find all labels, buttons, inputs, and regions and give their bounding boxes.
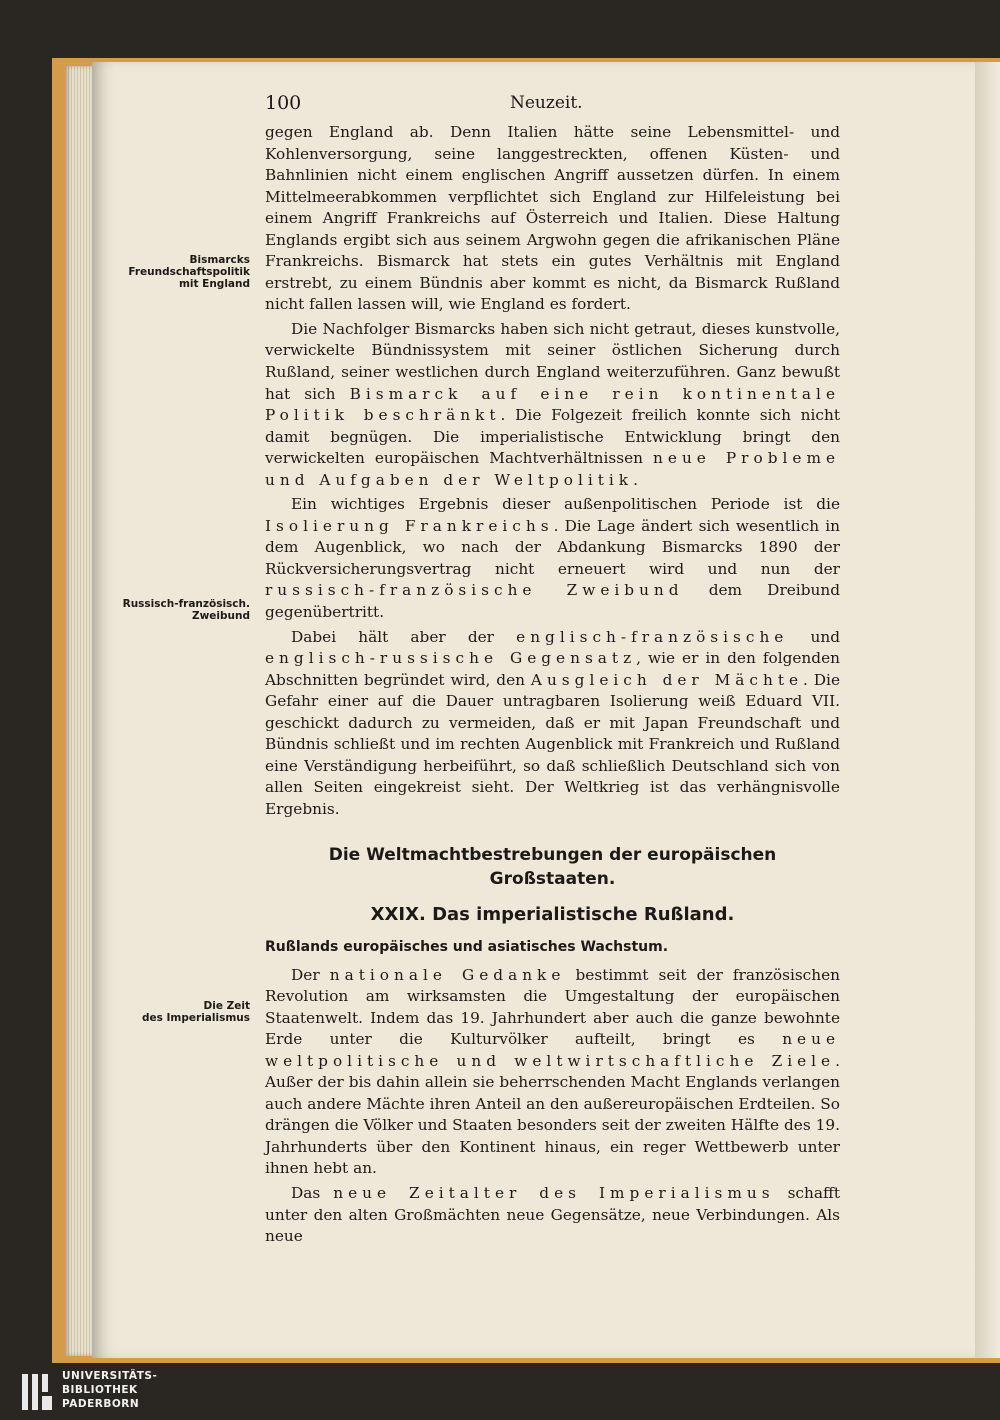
paragraph: Dabei hält aber der englisch-französische und englisch-russische Gegensatz, wie er in den folgenden Abschnitten begründet wird, den Ausgleich der Mächte. Die Gefahr einer auf die Dauer untragbaren Isolierung weiß Eduard VII. geschickt dadurch zu vermeiden, daß er mit Japan Freundschaft und Bündnis schließt und im rechten Augenblick mit Frankreich und Rußland eine Verständigung herbeiführt, so daß schließlich Deutschland sich von allen Seiten eingekreist sieht. Der Weltkrieg ist das verhängnisvolle Ergebnis.: [265, 627, 841, 818]
section-heading: Die Weltmachtbestrebungen der europäischen Großstaaten.: [328, 844, 777, 889]
paragraph: gegen England ab. Denn Italien hätte seine Lebensmittel- und Kohlenversorgung, seine langgestreckten, offenen Küsten- und Bahnlinien nicht einem englischen Angriff aussetzen dürfen. In einem Mittelmeerabkommen verpflichtet sich England zur Hilfeleistung bei einem Angriff Frankreichs auf Österreich und Italien. Diese Haltung Englands ergibt sich aus seinem Argwohn gegen die afrikanischen Pläne Frankreichs. Bismarck hat stets ein gutes Verhältnis mit England erstrebt, zu einem Bündnis aber kommt es nicht, da Bismarck Rußland nicht fallen lassen will, wie England es fordert.: [265, 123, 840, 314]
spaced-emphasis: Ausgleich der Mächte: [530, 670, 804, 689]
spaced-emphasis: neue Probleme und Aufgaben der Weltpolitik: [265, 449, 840, 489]
body-text: [265, 122, 840, 1248]
spaced-emphasis: Bismarck auf eine rein kontinentale Politik beschränkt: [265, 384, 840, 425]
page-header: [265, 92, 840, 116]
chapter-heading: XXIX. Das imperialistische Rußland.: [370, 903, 735, 925]
paragraph: Der nationale Gedanke bestimmt seit der französischen Revolution am wirksamsten die Umgestaltung der europäischen Staatenwelt. Indem das 19. Jahrhundert aber auch die ganze bewohnte Erde unter die Kulturvölker aufteilt, bringt es neue weltpolitische und weltwirtschaftliche Ziele. Außer der bis dahin allein sie beherrschenden Macht Englands verlangen auch andere Mächte ihren Anteil an den außereuropäischen Erdteilen. So drängen die Völker und Staaten besonders seit der zweiten Hälfte des 19. Jahrhunderts über den Kontinent hinaus, ein reger Wettbewerb unter ihnen hebt an.: [265, 965, 841, 1178]
spaced-emphasis: englisch-russische Gegensatz: [265, 649, 637, 668]
library-logo: UNIVERSITÄTS- BIBLIOTHEK PADERBORN: [20, 1370, 220, 1414]
paragraph: Ein wichtiges Ergebnis dieser außenpolitischen Periode ist die Isolierung Frankreichs. Die Lage ändert sich wesentlich in dem Augenblick, wo nach der Abdankung Bismarcks 1890 der Rückversicherungsvertrag nicht erneuert wird und nun der russisch-französische Zweibund dem Dreibund gegenübertritt.: [265, 495, 840, 622]
library-logo-icon: [20, 1372, 54, 1412]
margin-note-zweibund: Russisch-französisch. Zweibund: [122, 598, 250, 622]
facing-page-gutter: [975, 62, 1000, 1358]
margin-note-bismarck: Bismarcks Freundschaftspolitik mit England: [128, 254, 250, 290]
page-edges: [66, 66, 92, 1356]
spaced-emphasis: russisch-französische Zweibund: [265, 581, 684, 600]
spaced-emphasis: Isolierung Frankreichs: [265, 516, 554, 535]
running-head: Neuzeit.: [510, 93, 583, 113]
spaced-emphasis: nationale Gedanke: [329, 965, 566, 984]
sub-heading: Rußlands europäisches und asiatisches Wachstum.: [265, 938, 669, 955]
paragraph: Die Nachfolger Bismarcks haben sich nicht getraut, dieses kunstvolle, verwickelte Bündnissystem mit seiner östlichen Sicherung durch Rußland, seiner westlichen durch England weiterzuführen. Ganz bewußt hat sich Bismarck auf eine rein kontinentale Politik beschränkt. Die Folgezeit freilich konnte sich nicht damit begnügen. Die imperialistische Entwicklung bringt den verwickelten europäischen Machtverhältnissen neue Probleme und Aufgaben der Weltpolitik.: [265, 319, 840, 489]
spaced-emphasis: neue weltpolitische und weltwirtschaftliche Ziele: [265, 1030, 840, 1070]
page-number: 100: [265, 92, 302, 114]
spaced-emphasis: englisch-französische: [516, 627, 789, 646]
paragraph: Das neue Zeitalter des Imperialismus schafft unter den alten Großmächten neue Gegensätze, neue Verbindungen. Als neue: [265, 1183, 840, 1246]
spaced-emphasis: neue Zeitalter des Imperialismus: [333, 1183, 775, 1202]
margin-note-imperialismus: Die Zeit des Imperialismus: [141, 1000, 250, 1024]
